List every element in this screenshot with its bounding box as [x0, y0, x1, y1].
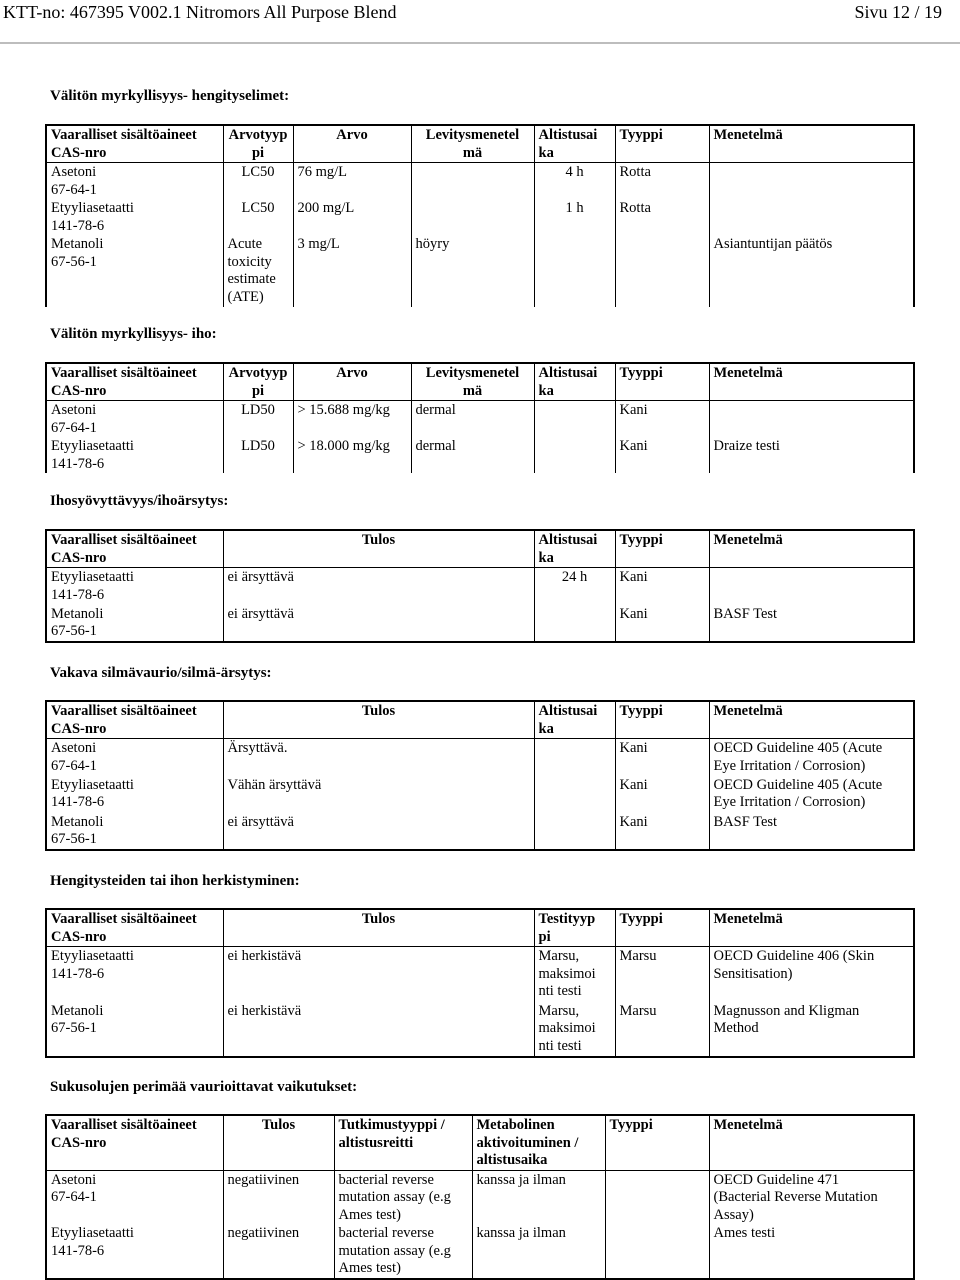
col-header-method: Menetelmä	[709, 909, 914, 947]
col-header-exposure-time: Altistusai ka	[534, 701, 615, 739]
col-header-value-type: Arvotyyp pi	[223, 363, 293, 401]
cell-substance: Asetoni 67-64-1	[46, 1170, 223, 1224]
col-header-method: Menetelmä	[709, 125, 914, 163]
col-header-exposure-time: Altistusai ka	[534, 125, 615, 163]
cell-result: ei ärsyttävä	[223, 568, 534, 605]
cell-substance: Metanoli 67-56-1	[46, 813, 223, 850]
col-header-substance: Vaaralliset sisältöaineet CAS-nro	[46, 1115, 223, 1170]
col-header-value: Arvo	[293, 363, 411, 401]
cell-substance: Etyyliasetaatti 141-78-6	[46, 199, 223, 235]
table-row	[46, 776, 914, 813]
cell-result: Ärsyttävä.	[223, 739, 534, 776]
cell-route: dermal	[411, 437, 534, 473]
document-id: KTT-no: 467395 V002.1 Nitromors All Purpose Blend	[3, 2, 397, 22]
cell-species: Rotta	[615, 163, 709, 200]
col-header-substance: Vaaralliset sisältöaineet CAS-nro	[46, 909, 223, 947]
table-header-row	[46, 1115, 914, 1170]
section-title-inhalation: Välitön myrkyllisyys- hengityselimet:	[50, 88, 290, 104]
cell-species: Marsu	[615, 947, 709, 1002]
cell-result: ei ärsyttävä	[223, 605, 534, 642]
cell-method	[709, 401, 914, 438]
cell-species	[605, 1224, 709, 1279]
cell-substance: Etyyliasetaatti 141-78-6	[46, 437, 223, 473]
table-row	[46, 605, 914, 642]
cell-metabolic-activation: kanssa ja ilman	[472, 1224, 605, 1279]
cell-species: Kani	[615, 401, 709, 438]
table-header-row	[46, 125, 914, 163]
cell-exposure-time	[534, 437, 615, 473]
cell-value-type: LC50	[223, 199, 293, 235]
table-row	[46, 235, 914, 307]
cell-value: 76 mg/L	[293, 163, 411, 200]
cell-test-type: Marsu, maksimoi nti testi	[534, 1002, 615, 1057]
cell-route: höyry	[411, 235, 534, 307]
cell-species	[605, 1170, 709, 1224]
dermal-toxicity-table	[45, 362, 915, 473]
cell-method: OECD Guideline 405 (Acute Eye Irritation / Corrosion)	[709, 776, 914, 813]
cell-route	[411, 163, 534, 200]
cell-study-type: bacterial reverse mutation assay (e.g Ames test)	[334, 1224, 472, 1279]
page-number: Sivu 12 / 19	[854, 2, 942, 22]
table-row	[46, 401, 914, 438]
col-header-species: Tyyppi	[615, 530, 709, 568]
table-header-row	[46, 701, 914, 739]
col-header-method: Menetelmä	[709, 701, 914, 739]
section-title-skin-irritation: Ihosyövyttävyys/ihoärsytys:	[50, 493, 229, 509]
cell-result: negatiivinen	[223, 1224, 334, 1279]
cell-method: Asiantuntijan päätös	[709, 235, 914, 307]
table-row	[46, 1002, 914, 1057]
cell-route	[411, 199, 534, 235]
table-row	[46, 947, 914, 1002]
cell-substance: Asetoni 67-64-1	[46, 739, 223, 776]
cell-result: Vähän ärsyttävä	[223, 776, 534, 813]
section-title-germ-cell-mutagenicity: Sukusolujen perimää vaurioittavat vaikutukset:	[50, 1079, 358, 1095]
col-header-method: Menetelmä	[709, 363, 914, 401]
sensitisation-table	[45, 908, 915, 1058]
cell-result: ei herkistävä	[223, 1002, 534, 1057]
inhalation-toxicity-table	[45, 124, 915, 307]
col-header-substance: Vaaralliset sisältöaineet CAS-nro	[46, 530, 223, 568]
col-header-species: Tyyppi	[605, 1115, 709, 1170]
cell-value-type: Acute toxicity estimate (ATE)	[223, 235, 293, 307]
col-header-value-type: Arvotyyp pi	[223, 125, 293, 163]
section-title-dermal: Välitön myrkyllisyys- iho:	[50, 326, 217, 342]
cell-value: 3 mg/L	[293, 235, 411, 307]
skin-irritation-table	[45, 529, 915, 643]
eye-irritation-table	[45, 700, 915, 851]
cell-method	[709, 163, 914, 200]
cell-value: > 18.000 mg/kg	[293, 437, 411, 473]
cell-species: Kani	[615, 568, 709, 605]
cell-exposure-time	[534, 739, 615, 776]
cell-species: Kani	[615, 437, 709, 473]
cell-species: Kani	[615, 813, 709, 850]
cell-exposure-time: 4 h	[534, 163, 615, 200]
cell-substance: Etyyliasetaatti 141-78-6	[46, 568, 223, 605]
cell-exposure-time: 1 h	[534, 199, 615, 235]
cell-value-type: LD50	[223, 401, 293, 438]
table-row	[46, 568, 914, 605]
section-title-eye-irritation: Vakava silmävaurio/silmä-ärsytys:	[50, 665, 272, 681]
cell-method	[709, 568, 914, 605]
cell-species: Rotta	[615, 199, 709, 235]
cell-value-type: LC50	[223, 163, 293, 200]
table-row	[46, 739, 914, 776]
col-header-species: Tyyppi	[615, 701, 709, 739]
cell-exposure-time	[534, 813, 615, 850]
cell-method: BASF Test	[709, 605, 914, 642]
col-header-substance: Vaaralliset sisältöaineet CAS-nro	[46, 363, 223, 401]
cell-value-type: LD50	[223, 437, 293, 473]
cell-substance: Etyyliasetaatti 141-78-6	[46, 947, 223, 1002]
cell-species: Kani	[615, 739, 709, 776]
cell-exposure-time	[534, 235, 615, 307]
col-header-metabolic-activation: Metabolinen aktivoituminen / altistusaika	[472, 1115, 605, 1170]
cell-substance: Metanoli 67-56-1	[46, 1002, 223, 1057]
table-row	[46, 163, 914, 200]
cell-study-type: bacterial reverse mutation assay (e.g Ames test)	[334, 1170, 472, 1224]
cell-method: OECD Guideline 405 (Acute Eye Irritation / Corrosion)	[709, 739, 914, 776]
table-header-row	[46, 363, 914, 401]
table-header-row	[46, 909, 914, 947]
col-header-method: Menetelmä	[709, 530, 914, 568]
cell-exposure-time	[534, 401, 615, 438]
col-header-result: Tulos	[223, 701, 534, 739]
col-header-species: Tyyppi	[615, 363, 709, 401]
col-header-study-type: Tutkimustyyppi / altistusreitti	[334, 1115, 472, 1170]
cell-substance: Metanoli 67-56-1	[46, 605, 223, 642]
col-header-species: Tyyppi	[615, 909, 709, 947]
cell-method: Ames testi	[709, 1224, 914, 1279]
cell-substance: Etyyliasetaatti 141-78-6	[46, 776, 223, 813]
col-header-result: Tulos	[223, 909, 534, 947]
cell-substance: Asetoni 67-64-1	[46, 401, 223, 438]
cell-exposure-time: 24 h	[534, 568, 615, 605]
cell-exposure-time	[534, 776, 615, 813]
cell-substance: Etyyliasetaatti 141-78-6	[46, 1224, 223, 1279]
cell-method	[709, 199, 914, 235]
cell-species: Marsu	[615, 1002, 709, 1057]
cell-method: Magnusson and Kligman Method	[709, 1002, 914, 1057]
page-header	[0, 0, 960, 26]
mutagenicity-table	[45, 1114, 915, 1280]
cell-species	[615, 235, 709, 307]
table-row	[46, 1170, 914, 1224]
cell-value: 200 mg/L	[293, 199, 411, 235]
cell-substance: Metanoli 67-56-1	[46, 235, 223, 307]
cell-method: OECD Guideline 471 (Bacterial Reverse Mutation Assay)	[709, 1170, 914, 1224]
cell-substance: Asetoni 67-64-1	[46, 163, 223, 200]
col-header-result: Tulos	[223, 530, 534, 568]
cell-result: negatiivinen	[223, 1170, 334, 1224]
table-row	[46, 813, 914, 850]
col-header-exposure-time: Altistusai ka	[534, 530, 615, 568]
table-row	[46, 437, 914, 473]
section-title-sensitisation: Hengitysteiden tai ihon herkistyminen:	[50, 873, 300, 889]
col-header-test-type: Testityyp pi	[534, 909, 615, 947]
col-header-species: Tyyppi	[615, 125, 709, 163]
table-row	[46, 1224, 914, 1279]
col-header-substance: Vaaralliset sisältöaineet CAS-nro	[46, 701, 223, 739]
col-header-substance: Vaaralliset sisältöaineet CAS-nro	[46, 125, 223, 163]
table-header-row	[46, 530, 914, 568]
col-header-route: Levitysmenetel mä	[411, 125, 534, 163]
cell-method: Draize testi	[709, 437, 914, 473]
cell-value: > 15.688 mg/kg	[293, 401, 411, 438]
cell-test-type: Marsu, maksimoi nti testi	[534, 947, 615, 1002]
col-header-route: Levitysmenetel mä	[411, 363, 534, 401]
cell-species: Kani	[615, 776, 709, 813]
col-header-method: Menetelmä	[709, 1115, 914, 1170]
table-row	[46, 199, 914, 235]
col-header-value: Arvo	[293, 125, 411, 163]
cell-method: BASF Test	[709, 813, 914, 850]
cell-route: dermal	[411, 401, 534, 438]
cell-exposure-time	[534, 605, 615, 642]
col-header-result: Tulos	[223, 1115, 334, 1170]
cell-species: Kani	[615, 605, 709, 642]
cell-method: OECD Guideline 406 (Skin Sensitisation)	[709, 947, 914, 1002]
header-divider	[0, 42, 960, 44]
cell-metabolic-activation: kanssa ja ilman	[472, 1170, 605, 1224]
col-header-exposure-time: Altistusai ka	[534, 363, 615, 401]
cell-result: ei ärsyttävä	[223, 813, 534, 850]
cell-result: ei herkistävä	[223, 947, 534, 1002]
